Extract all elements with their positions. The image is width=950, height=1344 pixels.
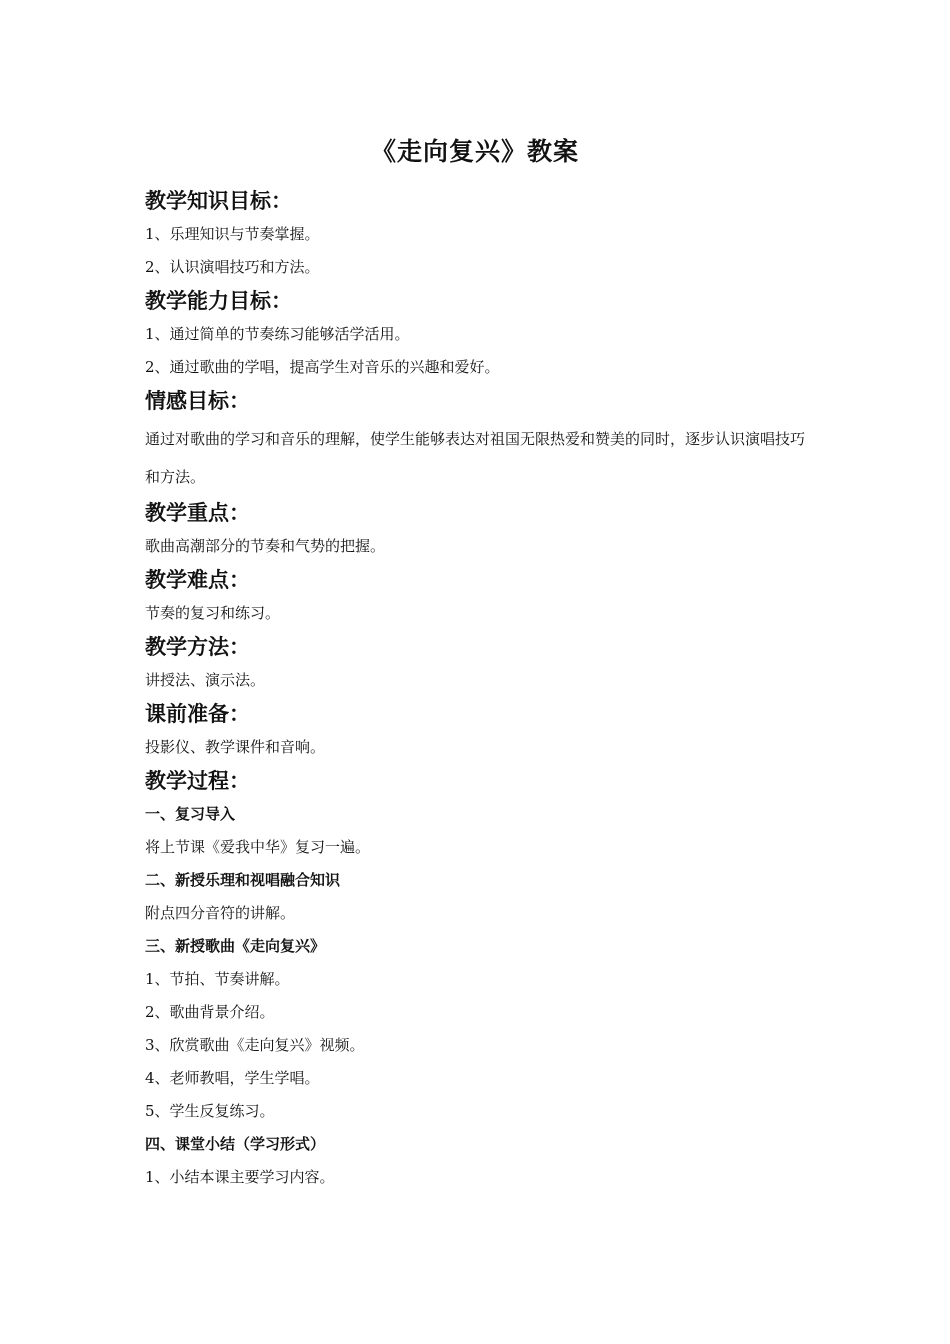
step3-item: 2、歌曲背景介绍。: [145, 1003, 275, 1021]
ability-item: 2、通过歌曲的学唱，提高学生对音乐的兴趣和爱好。: [145, 358, 500, 376]
method-text: 讲授法、演示法。: [145, 671, 266, 689]
step3-item: 3、欣赏歌曲《走向复兴》视频。: [145, 1036, 365, 1054]
step1-title: 一、复习导入: [145, 805, 236, 823]
step4-item: 1、小结本课主要学习内容。: [145, 1168, 335, 1186]
knowledge-item: 1、乐理知识与节奏掌握。: [145, 225, 320, 243]
difficulty-text: 节奏的复习和练习。: [145, 604, 281, 622]
difficulty-heading: 教学难点：: [145, 568, 250, 592]
ability-heading: 教学能力目标：: [145, 289, 292, 313]
preparation-text: 投影仪、教学课件和音响。: [145, 738, 326, 756]
step3-title: 三、新授歌曲《走向复兴》: [145, 937, 326, 955]
knowledge-heading: 教学知识目标：: [145, 189, 292, 213]
step4-title: 四、课堂小结（学习形式）: [145, 1135, 326, 1153]
document-title: 《走向复兴》教案: [370, 137, 579, 166]
process-heading: 教学过程：: [145, 769, 250, 793]
step2-title: 二、新授乐理和视唱融合知识: [145, 871, 341, 889]
knowledge-item: 2、认识演唱技巧和方法。: [145, 258, 320, 276]
emotion-text: 通过对歌曲的学习和音乐的理解，使学生能够表达对祖国无限热爱和赞美的同时，逐步认识演唱技巧和方法。: [145, 430, 806, 486]
step2-text: 附点四分音符的讲解。: [145, 904, 296, 922]
step3-item: 1、节拍、节奏讲解。: [145, 970, 290, 988]
step3-item: 4、老师教唱，学生学唱。: [145, 1069, 320, 1087]
document-body: [145, 184, 815, 1194]
step1-text: 将上节课《爱我中华》复习一遍。: [145, 838, 371, 856]
method-heading: 教学方法：: [145, 635, 250, 659]
key-point-heading: 教学重点：: [145, 501, 250, 525]
emotion-heading: 情感目标：: [145, 389, 250, 413]
key-point-text: 歌曲高潮部分的节奏和气势的把握。: [145, 537, 386, 555]
ability-item: 1、通过简单的节奏练习能够活学活用。: [145, 325, 410, 343]
step3-item: 5、学生反复练习。: [145, 1102, 275, 1120]
preparation-heading: 课前准备：: [145, 702, 250, 726]
